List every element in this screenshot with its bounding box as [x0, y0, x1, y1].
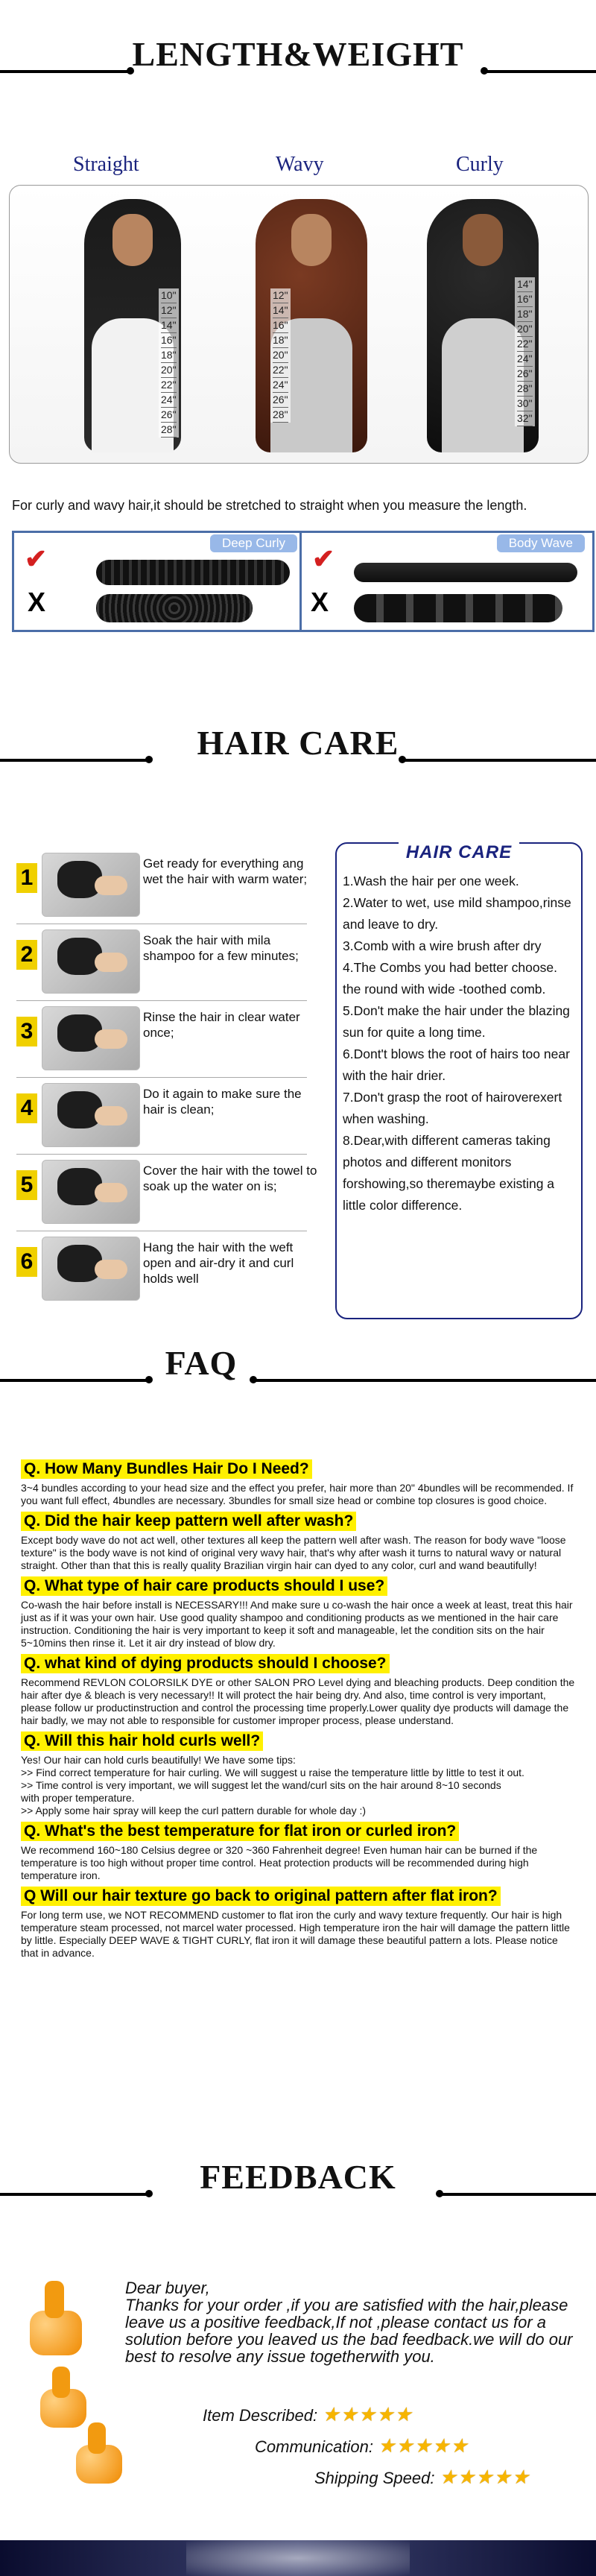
step-text: Rinse the hair in clear water once; [143, 1010, 300, 1040]
care-tip: 4.The Combs you had better choose. the round with wide -toothed comb. [343, 960, 557, 997]
faq-answer: 3~4 bundles according to your head size and the effect you prefer, hair more than 20" 4bundles will be recommended. If you want full effect, 4bundles are necessary. 3bundles for small size head or combine top closures is good choice. [21, 1482, 574, 1506]
faq-list [21, 1459, 578, 1964]
length-ruler-straight: 10" 12" 14" 16" 18" 20" 22" 24" 26" 28" [159, 288, 179, 438]
section-title-hair-care: HAIR CARE [197, 724, 399, 762]
faq-question: Q. Did the hair keep pattern well after wash? [21, 1512, 356, 1531]
faq-item [21, 1459, 578, 1507]
hair-care-tips [343, 871, 578, 1216]
feedback-message: Dear buyer, Thanks for your order ,if you are satisfied with the hair,please leave us a positive feedback,If not ,please contact us for a solution before you leaved us the bad feedback.we will do our best to resolve any issue togetherwith you. [125, 2279, 573, 2366]
check-icon: ✔ [25, 543, 48, 574]
step-text: Get ready for everything ang wet the hair with warm water; [143, 856, 308, 886]
section-title-feedback: FEEDBACK [200, 2158, 396, 2196]
five-stars-icon: ★★★★★ [378, 2434, 469, 2457]
faq-question: Q. What type of hair care products should I use? [21, 1576, 387, 1596]
wash-step [16, 1003, 322, 1078]
thumbs-up-icon [66, 2422, 133, 2490]
style-labels [0, 153, 596, 183]
step-text: Soak the hair with mila shampoo for a few minutes; [143, 933, 299, 963]
step-number: 5 [16, 1170, 37, 1200]
title-rule-right [402, 759, 596, 762]
rating-shipping-speed [314, 2466, 530, 2489]
wash-step [16, 1080, 322, 1155]
title-rule-right [484, 70, 596, 73]
model-straight [54, 192, 211, 460]
wrong-mark-icon: X [28, 587, 46, 617]
model-wavy [233, 192, 390, 460]
rating-communication [255, 2434, 469, 2457]
step-number: 4 [16, 1093, 37, 1123]
wrong-mark-icon: X [311, 587, 329, 617]
care-tip: 7.Don't grasp the root of hairoverexert when washing. [343, 1090, 562, 1126]
step-photo [42, 1006, 140, 1070]
care-tip: 2.Water to wet, use mild shampoo,rinse and leave to dry. [343, 895, 571, 932]
wash-step [16, 926, 322, 1001]
title-rule-right [253, 1379, 596, 1382]
footer-band [0, 2540, 596, 2576]
wavy-hair-image [354, 594, 562, 622]
wash-step [16, 1157, 322, 1231]
faq-question: Q. what kind of dying products should I choose? [21, 1654, 390, 1673]
five-stars-icon: ★★★★★ [322, 2403, 413, 2425]
faq-item [21, 1731, 578, 1817]
step-photo [42, 1083, 140, 1147]
faq-item [21, 1822, 578, 1882]
hair-care-box-title: HAIR CARE [337, 844, 581, 865]
five-stars-icon: ★★★★★ [439, 2466, 530, 2488]
rating-label: Item Described: [203, 2406, 318, 2425]
rating-label: Shipping Speed: [314, 2469, 435, 2487]
hair-care-tips-box [335, 842, 583, 1319]
step-photo [42, 1237, 140, 1301]
compare-tag-deep-curly: Deep Curly [210, 534, 297, 552]
faq-answer: Recommend REVLON COLORSILK DYE or other SALON PRO Level dying and bleaching products. Deep condition the hair after dye & bleach is very necessary!! It will protect the hair being dry. And also, time control is very important, please follow ur productinstruction and control the processing time properly.Lower quality dye products will damage the hair badly, we may not able to responsible for customer improper process, please understand. [21, 1676, 575, 1726]
style-label-wavy: Wavy [276, 153, 324, 176]
faq-item [21, 1512, 578, 1572]
stretched-hair-image [96, 560, 290, 585]
section-title-faq: FAQ [165, 1344, 238, 1382]
step-photo [42, 1160, 140, 1224]
model-curly [405, 192, 561, 460]
style-label-straight: Straight [73, 153, 139, 176]
curled-hair-image [96, 594, 253, 622]
length-chart-panel [9, 185, 589, 464]
care-tip: 1.Wash the hair per one week. [343, 874, 519, 888]
rating-item-described [203, 2403, 413, 2426]
step-number: 3 [16, 1017, 37, 1046]
step-number: 2 [16, 940, 37, 970]
compare-deep-curly [12, 531, 307, 632]
step-photo [42, 929, 140, 994]
faq-item [21, 1576, 578, 1650]
compare-tag-body-wave: Body Wave [497, 534, 585, 552]
faq-question: Q. What's the best temperature for flat iron or curled iron? [21, 1822, 459, 1841]
faq-answer: We recommend 160~180 Celsius degree or 320 ~360 Fahrenheit degree! Even human hair can be burned if the temperature is too high without proper time control. Heat protection products will be recommended during high temperature iron. [21, 1844, 538, 1881]
faq-answer: For long term use, we NOT RECOMMEND customer to flat iron the curly and wavy texture frequently. Our hair is high temperature steam processed, not marcel water processed. High temperature iron the hair will damage the pattern little by little. Especially DEEP WAVE & TIGHT CURLY, flat iron it will damage these beautiful pattern a lots. Please notice that in advance. [21, 1909, 570, 1959]
thumbs-up-icon [15, 2281, 89, 2363]
length-ruler-curly: 14" 16" 18" 20" 22" 24" 26" 28" 30" 32" [515, 277, 535, 426]
faq-answer: Yes! Our hair can hold curls beautifully! We have some tips: >> Find correct temperature for hair curling. We will suggest u raise the temperature little by little to test it out. >> Time control is very important, we will suggest let the wand/curl sits on the hair around 8~10 seconds with proper temperature. >> Apply some hair spray will keep the curl pattern durable for whole day :) [21, 1754, 524, 1816]
length-ruler-wavy: 12" 14" 16" 18" 20" 22" 24" 26" 28" [270, 288, 291, 423]
section-title-length-weight: LENGTH&WEIGHT [132, 35, 464, 73]
step-text: Cover the hair with the towel to soak up the water on is; [143, 1164, 317, 1193]
faq-question: Q Will our hair texture go back to original pattern after flat iron? [21, 1887, 501, 1906]
faq-item [21, 1887, 578, 1960]
care-tip: 8.Dear,with different cameras taking photos and different monitors forshowing,so theremaybe existing a little color difference. [343, 1133, 555, 1213]
compare-body-wave [299, 531, 595, 632]
faq-question: Q. Will this hair hold curls well? [21, 1731, 263, 1751]
wash-step [16, 850, 322, 924]
wash-step [16, 1234, 322, 1308]
faq-question: Q. How Many Bundles Hair Do I Need? [21, 1459, 312, 1479]
measure-note: For curly and wavy hair,it should be stretched to straight when you measure the length. [12, 498, 527, 513]
step-text: Do it again to make sure the hair is clean; [143, 1087, 302, 1117]
faq-item [21, 1654, 578, 1727]
care-tip: 5.Don't make the hair under the blazing sun for quite a long time. [343, 1003, 570, 1040]
check-icon: ✔ [312, 543, 335, 574]
care-tip: 6.Dont't blows the root of hairs too near with the hair drier. [343, 1046, 570, 1083]
step-number: 6 [16, 1247, 37, 1277]
step-photo [42, 853, 140, 917]
stretched-hair-image [354, 563, 577, 582]
care-tip: 3.Comb with a wire brush after dry [343, 938, 542, 953]
rating-label: Communication: [255, 2437, 373, 2456]
faq-answer: Except body wave do not act well, other textures all keep the pattern well after wash. The reason for body wave "loose texture" is the body wave is not kind of original very wavy hair, that's why after wash it turns to natural wavy or natural straight. Other than that this is really quality Brazilian virgin hair can dyed to any color, curl and wand beautifully! [21, 1534, 566, 1571]
style-label-curly: Curly [456, 153, 504, 176]
faq-answer: Co-wash the hair before install is NECESSARY!!! And make sure u co-wash the hair once a week at least, treat this hair just as if it was your own hair. Use good quality shampoo and conditioning products as we mentioned in the hair care instruction. Conditioning the hair is very important to keep it soft and manageable, let the condition sits on the hair 5~10mins then rinse it. Let it air dry instead of blow dry. [21, 1599, 573, 1649]
title-rule-right [440, 2193, 596, 2196]
step-text: Hang the hair with the weft open and air-dry it and curl holds well [143, 1240, 294, 1286]
step-number: 1 [16, 863, 37, 893]
